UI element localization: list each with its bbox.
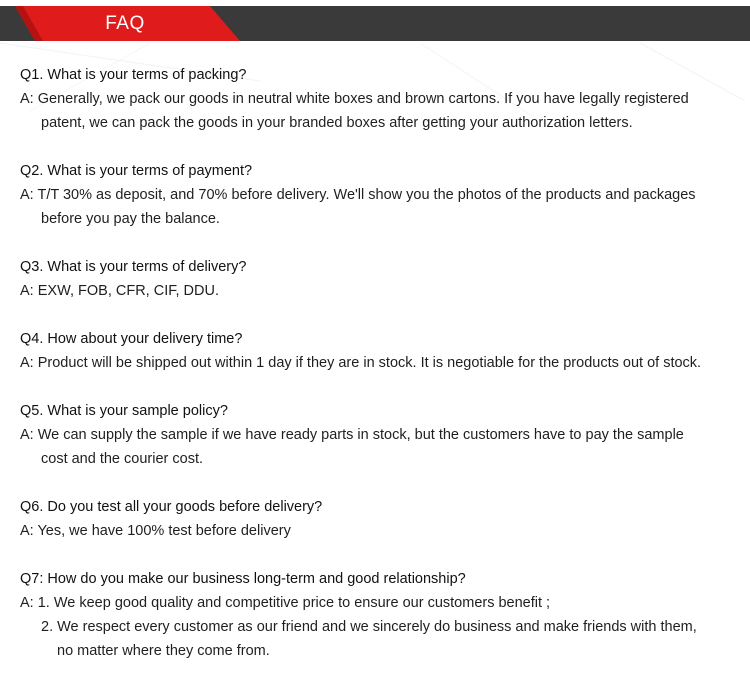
page-title: FAQ xyxy=(105,13,145,34)
faq-item-4 xyxy=(20,327,740,375)
faq-answer xyxy=(20,183,740,231)
faq-item-1 xyxy=(20,63,740,135)
faq-answer-line: A: We can supply the sample if we have ready parts in stock, but the customers have to pay the sample xyxy=(20,427,684,443)
faq-answer-line: cost and the courier cost. xyxy=(41,451,203,467)
faq-header-bar xyxy=(0,6,750,41)
faq-answer-line: A: 1. We keep good quality and competitive price to ensure our customers benefit ; xyxy=(20,595,551,611)
faq-list xyxy=(20,63,740,687)
faq-question: Q1. What is your terms of packing? xyxy=(20,67,247,83)
faq-answer xyxy=(20,351,740,375)
faq-item-6 xyxy=(20,495,740,543)
faq-answer-line: A: Yes, we have 100% test before delivery xyxy=(20,523,291,539)
faq-item-3 xyxy=(20,255,740,303)
faq-answer xyxy=(20,423,740,471)
faq-answer xyxy=(20,87,740,135)
faq-answer-line: no matter where they come from. xyxy=(57,643,270,659)
faq-question: Q6. Do you test all your goods before delivery? xyxy=(20,499,323,515)
faq-question: Q7: How do you make our business long-term and good relationship? xyxy=(20,571,466,587)
faq-question: Q2. What is your terms of payment? xyxy=(20,163,253,179)
faq-question: Q3. What is your terms of delivery? xyxy=(20,259,247,275)
faq-answer-line: before you pay the balance. xyxy=(41,211,220,227)
faq-answer-line: A: T/T 30% as deposit, and 70% before delivery. We'll show you the photos of the products and packages xyxy=(20,187,696,203)
faq-item-5 xyxy=(20,399,740,471)
faq-item-7 xyxy=(20,567,740,663)
faq-answer xyxy=(20,519,740,543)
faq-answer-line: patent, we can pack the goods in your branded boxes after getting your authorization letters. xyxy=(41,115,633,131)
faq-answer-line: A: Product will be shipped out within 1 day if they are in stock. It is negotiable for the products out of stock. xyxy=(20,355,702,371)
faq-question: Q4. How about your delivery time? xyxy=(20,331,243,347)
faq-answer xyxy=(20,279,740,303)
faq-answer-line: 2. We respect every customer as our friend and we sincerely do business and make friends with them, xyxy=(41,619,697,635)
faq-answer-line: A: EXW, FOB, CFR, CIF, DDU. xyxy=(20,283,219,299)
faq-header-tab xyxy=(15,6,240,41)
faq-answer-line: A: Generally, we pack our goods in neutral white boxes and brown cartons. If you have legally registered xyxy=(20,91,689,107)
faq-question: Q5. What is your sample policy? xyxy=(20,403,228,419)
faq-answer xyxy=(20,591,740,663)
faq-item-2 xyxy=(20,159,740,231)
